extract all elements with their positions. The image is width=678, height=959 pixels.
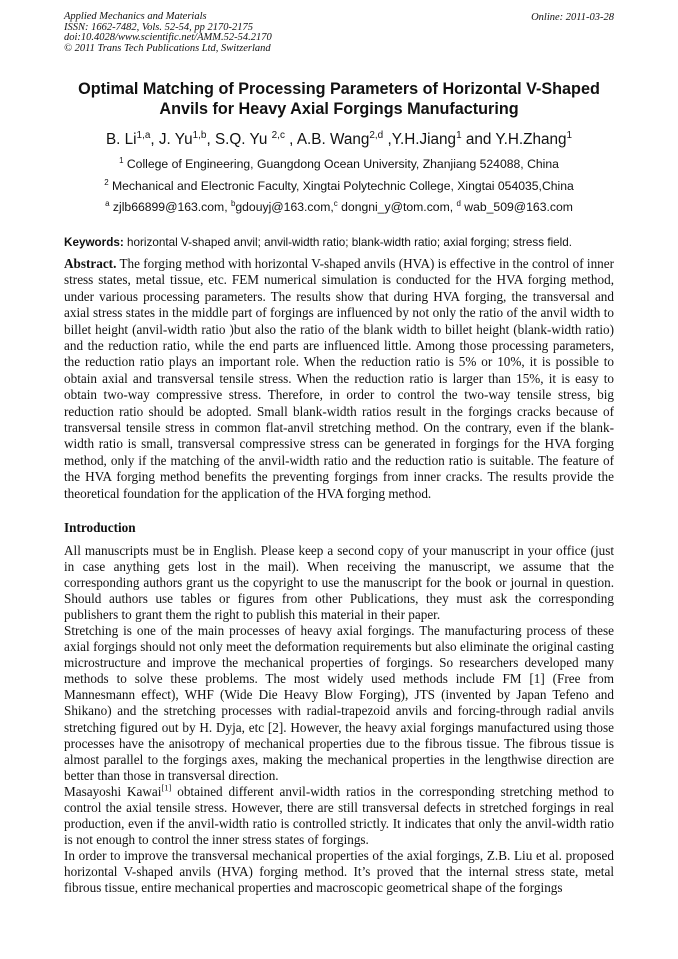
keywords	[64, 236, 624, 249]
keywords-label: Keywords:	[64, 236, 124, 249]
abstract-label: Abstract.	[64, 256, 117, 271]
introduction-body	[64, 543, 614, 896]
email-sup: c	[333, 198, 338, 208]
keywords-text: horizontal V-shaped anvil; anvil-width ratio; blank-width ratio; axial forging; stress field.	[123, 236, 573, 249]
paragraph-text: obtained different anvil-width ratios in the corresponding stretching method to control the axial tensile stress. However, there are still transversal defects in stretched forgings in real production, even if the anvil-width ratio is controlled strictly. It indicates that only the anvil-width ratio is not enough to control the inner stress states of forgings.	[64, 783, 614, 847]
paragraph: Stretching is one of the main processes of heavy axial forgings. The manufacturing process of these axial forgings should not only meet the deformation requirements but also eliminate the original casting microstructure and improve the mechanical properties of forgings. So researchers developed many methods to solve these problems. The most widely used methods include FM [1] (Free from Mannesmann effect), WHF (Wide Die Heavy Blow Forging), JTS (invented by Japan Tefeno and Shikano) and the stretching processes with radial-trapezoid anvils and forcing-through radial anvils stretching figured out by H. Dyja, etc [2]. However, the heavy axial forgings manufactured using those processes have the anisotropy of mechanical properties due to the fibrous tissue. The fibrous tissue is almost parallel to the forgings axes, making the mechanical properties in the lengthwise direction are better than those in transversal direction.	[64, 623, 614, 783]
author: J. Yu	[158, 131, 193, 148]
doi: doi:10.4028/www.scientific.net/AMM.52-54.2170	[64, 32, 272, 44]
affiliation-sup: 1	[119, 155, 124, 165]
author: B. Li	[105, 131, 137, 148]
abstract-text: The forging method with horizontal V-shaped anvils (HVA) is effective in the control of inner stress states, metal tissue, etc. FEM numerical simulation is conducted for the HVA forging method, under various processing parameters. The results show that during HVA forging, the transversal and axial stress states in the middle part of forgings are influenced by not only the ratio of the anvil width to billet height (anvil-width ratio )but also the ratio of the blank width to billet height (blank-width ratio) and the reduction ratio, while the end parts are influenced little. Among those processing parameters, the reduction ratio plays an important role. When the reduction ratio is 5% or 10%, it is possible to obtain axial and transversal tensile stress. When the reduction ratio is larger than 15%, it is easy to obtain two-way compressive stress. Therefore, in order to control the two-way tensile stress, big reduction ratio should be adopted. Small blank-width ratios result in the forgings cracks because of transversal tensile stress in common flat-anvil stretching method. On the contrary, even if the blank-width ratio is small, transversal compressive stress can be generated in forgings for the HVA forging method, only if the matching of the anvil-width ratio and the reduction ratio is suitable. The feature of the HVA forging method benefits the preventing forgings from inner cracks. The results provide the theoretical foundation for the application of the HVA forging method.	[64, 256, 614, 501]
email: gdouyj@163.com,	[235, 200, 334, 214]
author-sep: and	[461, 131, 496, 148]
online-date: Online: 2011-03-28	[531, 12, 614, 23]
citation: [1]	[161, 782, 172, 793]
journal-name: Applied Mechanics and Materials	[64, 11, 207, 22]
email-sup: b	[230, 198, 236, 208]
author: Y.H.Zhang	[495, 131, 567, 148]
affiliation-sup: 2	[104, 177, 109, 187]
paragraph	[64, 784, 614, 848]
author: A.B. Wang	[296, 131, 370, 148]
author-sep: ,	[150, 131, 159, 148]
author-sup: 1,b	[192, 129, 207, 141]
author-sep: ,	[284, 131, 297, 148]
affiliation-2	[64, 179, 614, 193]
author-sup: 1	[566, 129, 573, 141]
section-heading: Introduction	[64, 520, 136, 535]
copyright: © 2011 Trans Tech Publications Ltd, Switzerland	[64, 42, 271, 54]
author-sep: ,	[383, 131, 392, 148]
paragraph: All manuscripts must be in English. Please keep a second copy of your manuscript in your office (just in case anything gets lost in the mail). When receiving the manuscript, we assume that the corresponding authors grant us the copyright to use the manuscript for the book or journal in question. Should authors use tables or figures from other Publications, they must ask the corresponding publishers to grant them the right to publish this material in their paper.	[64, 543, 614, 623]
paper-title: Optimal Matching of Processing Parameters of Horizontal V-Shaped Anvils for Heavy Axial Forgings Manufacturing	[78, 80, 600, 118]
cited-author: Masayoshi Kawai	[64, 783, 162, 799]
author-sup: 2,c	[271, 129, 285, 141]
affiliation-text: College of Engineering, Guangdong Ocean University, Zhanjiang 524088, China	[123, 157, 559, 171]
abstract	[64, 256, 614, 502]
author-sep: ,	[206, 131, 215, 148]
author-sup: 2,d	[369, 129, 384, 141]
author: S.Q. Yu	[214, 131, 272, 148]
author-sup: 1	[456, 129, 462, 141]
author-list	[64, 131, 614, 149]
issn: ISSN: 1662-7482, Vols. 52-54, pp 2170-2175	[64, 21, 253, 33]
email-sup: a	[105, 198, 110, 208]
affiliation-1	[64, 157, 614, 171]
email-list	[64, 200, 614, 214]
affiliation-text: Mechanical and Electronic Faculty, Xingtai Polytechnic College, Xingtai 054035,China	[108, 179, 574, 193]
author-sup: 1,a	[136, 129, 151, 141]
author: Y.H.Jiang	[391, 131, 457, 148]
email-sup: d	[456, 198, 461, 208]
journal-header	[64, 12, 272, 54]
email: wab_509@163.com	[460, 200, 573, 214]
email: dongni_y@tom.com,	[337, 200, 457, 214]
email: zjlb66899@163.com,	[109, 200, 231, 214]
paragraph: In order to improve the transversal mechanical properties of the axial forgings, Z.B. Liu et al. proposed horizontal V-shaped anvils (HVA) forging method. It’s proved that the internal stress state, metal fibrous tissue, entire mechanical properties and macroscopic geometrical shape of the forgings	[64, 847, 614, 895]
